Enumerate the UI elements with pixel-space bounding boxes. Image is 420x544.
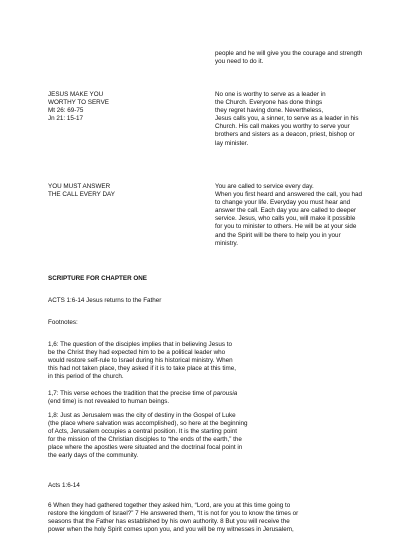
section-body-worthy: No one is worthy to serve as a leader in the Church. Everyone has done things they regret having done. Nevertheless, Jesus calls you, a sinner, to serve as a leader in his Church. His call makes you worthy to serve your brothers and sisters as a deacon, priest, bishop or lay minister. (215, 91, 359, 147)
acts-heading-secondary: Acts 1:6-14 (48, 482, 80, 489)
footnote-1-6: 1,6: The question of the disciples implies that in believing Jesus to be the Christ they had expected him to be a political leader who would restore self-rule to Israel during his historical ministry. When this had not taken place, they asked if it is to take place at this time, in this period of the church. (48, 341, 236, 381)
section-heading-answer-call: YOU MUST ANSWER THE CALL EVERY DAY (48, 183, 115, 199)
footnotes-label: Footnotes: (48, 319, 78, 326)
section-heading-worthy: JESUS MAKE YOU WORTHY TO SERVE Mt 26: 69-75 Jn 21: 15-17 (48, 91, 110, 123)
footnote-1-8: 1,8: Just as Jerusalem was the city of destiny in the Gospel of Luke (the place where salvation was accomplished), so here at the beginning of Acts, Jerusalem occupies a central position. It is the starting point for the mission of the Christian disciples to “the ends of the earth,” the place where the apostles were situated and the doctrinal focal point in the early days of the community. (48, 412, 248, 460)
footnote-1-7 (48, 390, 388, 406)
acts-reference: ACTS 1:6-14 Jesus returns to the Father (48, 297, 162, 304)
section-body-answer-call: You are called to service every day. When you first heard and answered the call, you had to change your life. Everyday you must hear and answer the call. Each day you are called to deeper service. Jesus, who calls you, will make it possible for you to minister to others. He will be at your side and the Spirit will be there to help you in your ministry. (215, 183, 363, 247)
intro-tail-text: people and he will give you the courage and strength you need to do it. (215, 50, 363, 66)
footnote-1-7-text-b: (end time) is not revealed to human beings. (48, 398, 170, 406)
scripture-heading: SCRIPTURE FOR CHAPTER ONE (48, 275, 148, 282)
footnote-1-7-text-a: 1,7: This verse echoes the tradition that the precise time of (48, 390, 214, 397)
scripture-verses: 6 When they had gathered together they asked him, “Lord, are you at this time going to restore the kingdom of Israel?” 7 He answered them, “It is not for you to know the times or seasons that the Father has established by his own authority. 8 But you will receive the power when the holy Spirit comes upon you, and you will be my witnesses in Jerusalem, (48, 502, 299, 534)
footnote-1-7-italic: parousia (213, 390, 238, 397)
